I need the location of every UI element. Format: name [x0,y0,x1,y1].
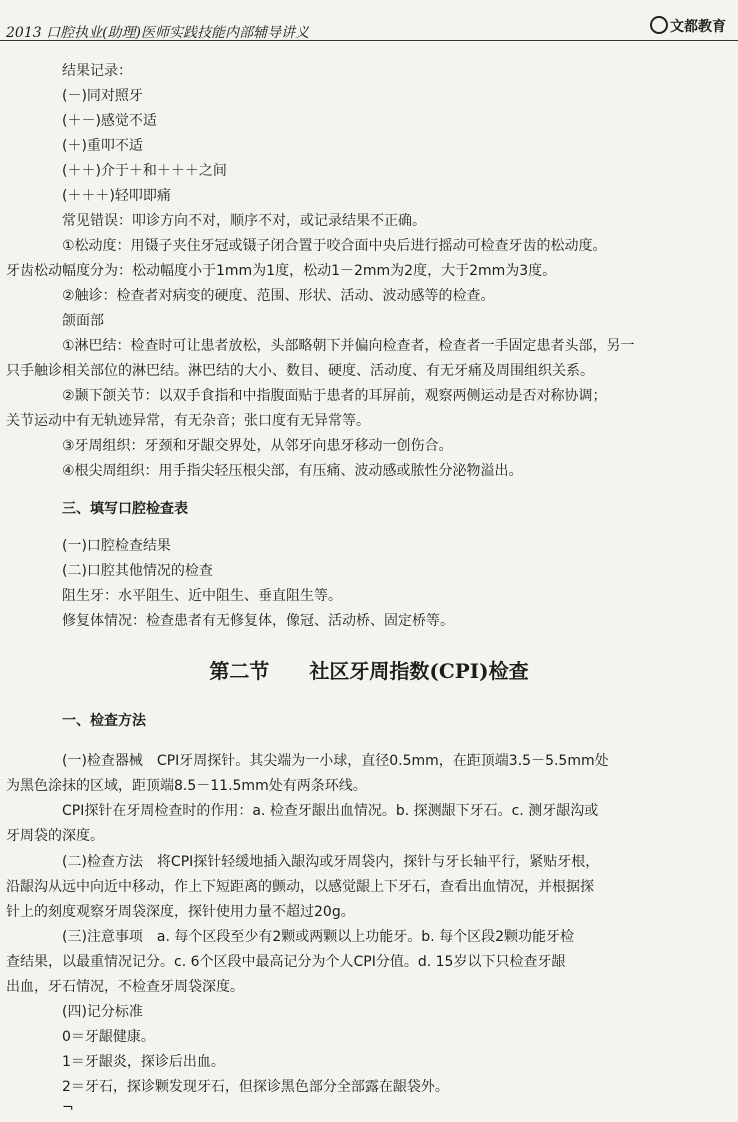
section-heading: 三、填写口腔检查表 [62,501,188,517]
text-line: ①淋巴结：检查时可让患者放松，头部略朝下并偏向检查者，检查者一手固定患者头部，另一 [62,338,635,354]
text-line: (＋＋＋)轻叩即痛 [62,188,171,204]
logo-text: 文都教育 [670,19,726,35]
text-line: 阻生牙：水平阻生、近中阻生、垂直阻生等。 [62,588,342,604]
text-line: 关节运动中有无轨迹异常，有无杂音；张口度有无异常等。 [6,413,370,429]
logo-icon [650,16,668,34]
text-line: ②颞下颌关节：以双手食指和中指腹面贴于患者的耳屏前，观察两侧运动是否对称协调； [62,388,607,404]
text-line: 针上的刻度观察牙周袋深度，探针使用力量不超过20g。 [6,904,355,920]
subsection-heading: 一、检查方法 [62,713,146,729]
text-line: (一)口腔检查结果 [62,538,171,554]
text-line: 2＝牙石，探诊颗发现牙石，但探诊黑色部分全部露在龈袋外。 [62,1079,449,1095]
page-header [0,0,738,41]
text-line: ①松动度：用镊子夹住牙冠或镊子闭合置于咬合面中央后进行摇动可检查牙齿的松动度。 [62,238,607,254]
text-line: 出血，牙石情况，不检查牙周袋深度。 [6,979,244,995]
section-title: 第二节 社区牙周指数(CPI)检查 [209,659,529,683]
text-line: ③牙周组织：牙颈和牙龈交界处，从邻牙向患牙移动一创伤合。 [62,438,453,454]
text-line: 颌面部 [62,313,104,329]
text-line: ④根尖周组织：用手指尖轻压根尖部，有压痛、波动感或脓性分泌物溢出。 [62,463,523,479]
text-line: 牙齿松动幅度分为：松动幅度小于1mm为1度，松动1－2mm为2度，大于2mm为3度。 [6,263,557,279]
text-line: 修复体情况：检查患者有无修复体，像冠、活动桥、固定桥等。 [62,613,454,629]
text-line: (二)口腔其他情况的检查 [62,563,213,579]
text-line: 沿龈沟从远中向近中移动，作上下短距离的颤动，以感觉龈上下牙石，查看出血情况，并根据探 [6,879,594,895]
text-line: (＋－)感觉不适 [62,113,157,129]
text-line: CPI探针在牙周检查时的作用：a. 检查牙龈出血情况。b. 探测龈下牙石。c. 测牙龈沟或 [62,803,599,819]
text-line: (－)同对照牙 [62,88,143,104]
text-line: (二)检查方法 将CPI探针轻缓地插入龈沟或牙周袋内，探针与牙长轴平行，紧贴牙根， [62,854,600,870]
text-line: 0＝牙龈健康。 [62,1029,155,1045]
text-line: 查结果，以最重情况记分。c. 6个区段中最高记分为个人CPI分值。d. 15岁以下只检查牙龈 [6,954,566,970]
text-line: 牙周袋的深度。 [6,828,104,844]
text-line: 为黑色涂抹的区域，距顶端8.5－11.5mm处有两条环线。 [6,778,367,794]
text-line: 只手触诊相关部位的淋巴结。淋巴结的大小、数目、硬度、活动度、有无牙痛及周围组织关系。 [6,363,594,379]
text-line: (＋＋)介于＋和＋＋＋之间 [62,163,227,179]
page-mark: ¬ [62,1100,74,1116]
text-line: ②触诊：检查者对病变的硬度、范围、形状、活动、波动感等的检查。 [62,288,495,304]
text-line: (＋)重叩不适 [62,138,143,154]
text-line: (四)记分标准 [62,1004,143,1020]
text-line: (一)检查器械 CPI牙周探针。其尖端为一小球，直径0.5mm，在距顶端3.5－5.5mm处 [62,753,609,769]
header-title: 2013 口腔执业(助理)医师实践技能内部辅导讲义 [6,25,310,41]
publisher-logo [650,16,726,36]
text-line: 常见错误：叩诊方向不对，顺序不对，或记录结果不正确。 [62,213,426,229]
text-line: 结果记录： [62,63,132,79]
text-line: 1＝牙龈炎，探诊后出血。 [62,1054,225,1070]
text-line: (三)注意事项 a. 每个区段至少有2颗或两颗以上功能牙。b. 每个区段2颗功能牙检 [62,929,575,945]
